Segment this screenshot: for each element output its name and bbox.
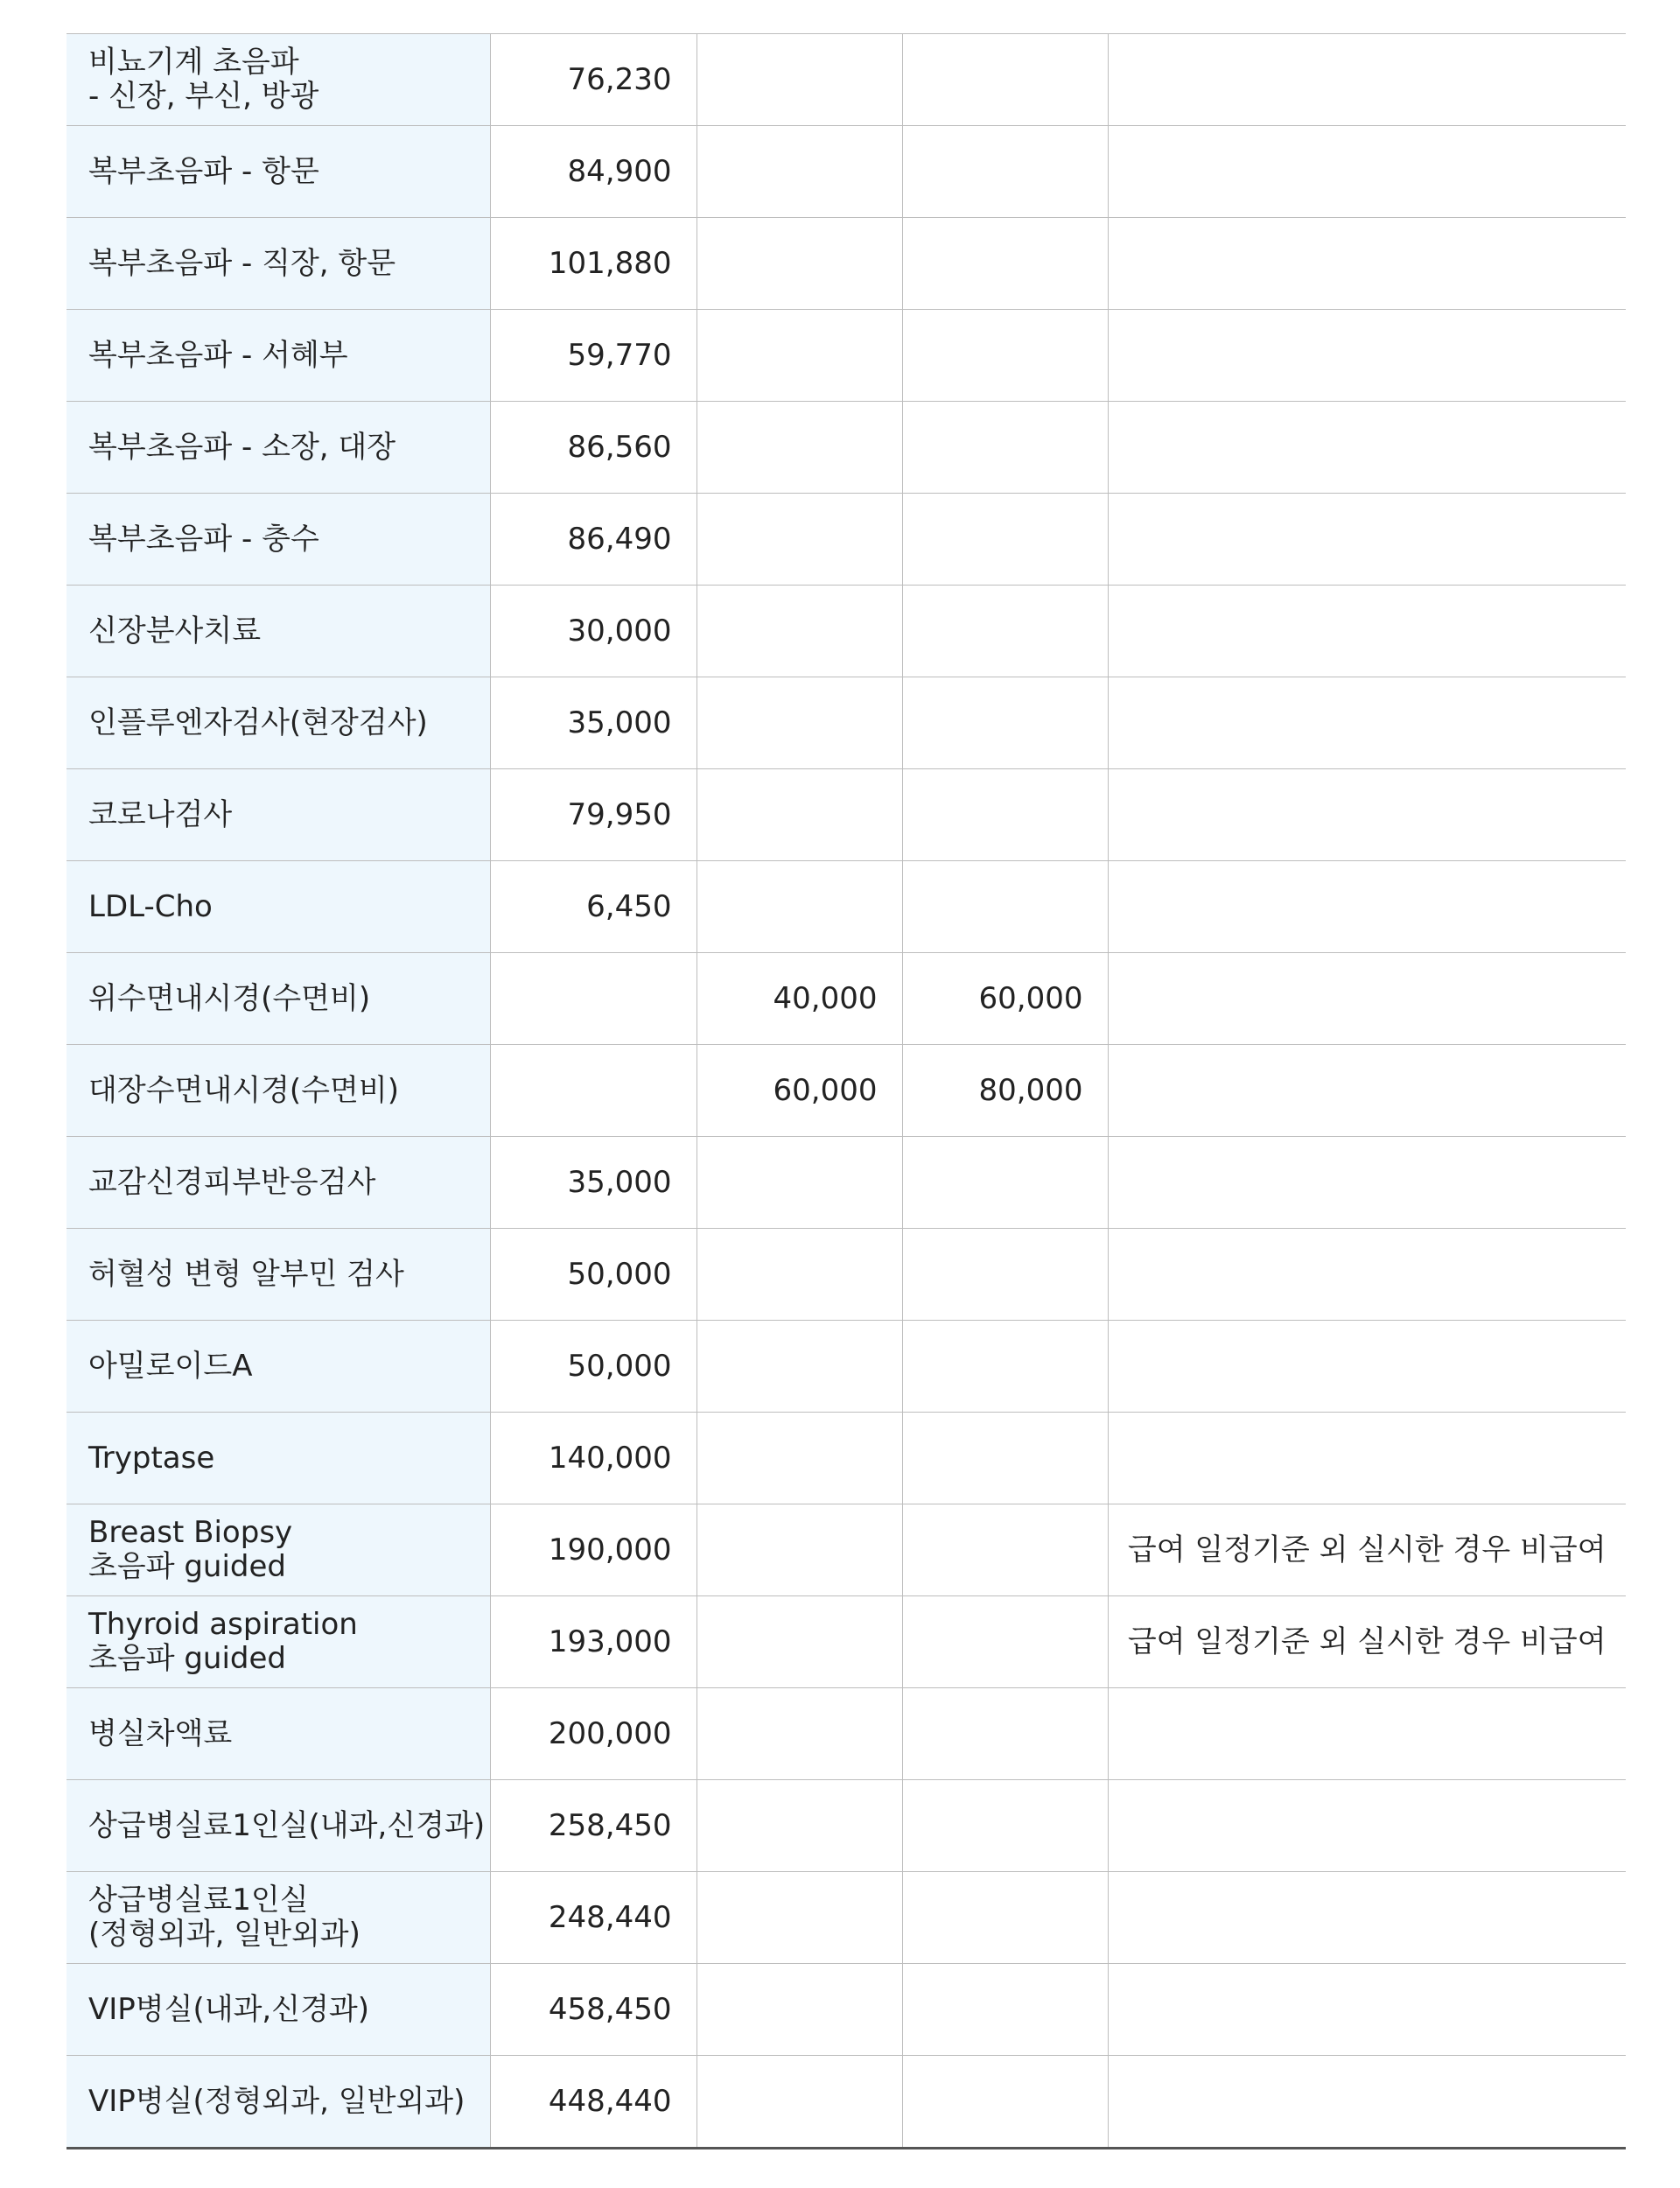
- note-cell: [1108, 402, 1626, 494]
- fee-cell-1: 59,770: [490, 310, 696, 402]
- fee-cell-1: 50,000: [490, 1321, 696, 1413]
- fee-cell-3: [902, 1229, 1108, 1321]
- fee-cell-3: [902, 861, 1108, 953]
- table-row: [66, 1321, 1626, 1413]
- table-row: [66, 310, 1626, 402]
- fee-cell-2: [696, 1964, 902, 2056]
- note-cell: [1108, 586, 1626, 677]
- item-name-cell: 복부초음파 - 직장, 항문: [66, 218, 490, 310]
- fee-cell-3: [902, 1137, 1108, 1229]
- fee-cell-1: 35,000: [490, 677, 696, 769]
- table-row: [66, 769, 1626, 861]
- item-name-cell: LDL-Cho: [66, 861, 490, 953]
- item-name-cell: 허혈성 변형 알부민 검사: [66, 1229, 490, 1321]
- fee-cell-2: [696, 34, 902, 126]
- fee-cell-2: [696, 1872, 902, 1964]
- note-cell: [1108, 1964, 1626, 2056]
- fee-cell-1: 50,000: [490, 1229, 696, 1321]
- fee-cell-3: [902, 677, 1108, 769]
- fee-cell-2: [696, 861, 902, 953]
- fee-cell-3: [902, 769, 1108, 861]
- item-name-cell: 복부초음파 - 항문: [66, 126, 490, 218]
- fee-cell-1: [490, 953, 696, 1045]
- table-row: [66, 586, 1626, 677]
- note-cell: [1108, 1688, 1626, 1780]
- fee-cell-1: 458,450: [490, 1964, 696, 2056]
- fee-cell-3: [902, 402, 1108, 494]
- note-cell: [1108, 34, 1626, 126]
- fee-cell-1: 101,880: [490, 218, 696, 310]
- fee-cell-1: 86,560: [490, 402, 696, 494]
- item-name-cell: 아밀로이드A: [66, 1321, 490, 1413]
- table-row: [66, 494, 1626, 586]
- item-name-cell: 상급병실료1인실(내과,신경과): [66, 1780, 490, 1872]
- fee-cell-1: 193,000: [490, 1596, 696, 1688]
- table-row: [66, 218, 1626, 310]
- fee-cell-3: [902, 1780, 1108, 1872]
- note-cell: [1108, 861, 1626, 953]
- item-name-cell: 인플루엔자검사(현장검사): [66, 677, 490, 769]
- fee-cell-3: [902, 126, 1108, 218]
- item-name-cell: VIP병실(내과,신경과): [66, 1964, 490, 2056]
- table-row: [66, 1688, 1626, 1780]
- fee-cell-3: [902, 586, 1108, 677]
- item-name-cell: 상급병실료1인실 (정형외과, 일반외과): [66, 1872, 490, 1964]
- note-cell: [1108, 310, 1626, 402]
- table-row: [66, 1872, 1626, 1964]
- fee-cell-2: [696, 1413, 902, 1504]
- table-row: [66, 1504, 1626, 1596]
- fee-table: [66, 33, 1626, 2149]
- fee-cell-2: [696, 2056, 902, 2149]
- fee-cell-1: 190,000: [490, 1504, 696, 1596]
- fee-cell-2: [696, 1137, 902, 1229]
- table-row: [66, 2056, 1626, 2149]
- fee-cell-2: [696, 126, 902, 218]
- fee-cell-1: 86,490: [490, 494, 696, 586]
- fee-cell-1: 248,440: [490, 1872, 696, 1964]
- item-name-cell: 복부초음파 - 서혜부: [66, 310, 490, 402]
- item-name-cell: 복부초음파 - 충수: [66, 494, 490, 586]
- fee-cell-2: [696, 677, 902, 769]
- item-name-cell: 대장수면내시경(수면비): [66, 1045, 490, 1137]
- table-row: [66, 953, 1626, 1045]
- fee-cell-3: 80,000: [902, 1045, 1108, 1137]
- item-name-cell: 병실차액료: [66, 1688, 490, 1780]
- table-row: [66, 1780, 1626, 1872]
- fee-cell-2: [696, 586, 902, 677]
- item-name-cell: 복부초음파 - 소장, 대장: [66, 402, 490, 494]
- note-cell: [1108, 1137, 1626, 1229]
- item-name-cell: 코로나검사: [66, 769, 490, 861]
- note-cell: [1108, 953, 1626, 1045]
- fee-cell-3: [902, 1688, 1108, 1780]
- note-cell: [1108, 1045, 1626, 1137]
- table-row: [66, 677, 1626, 769]
- fee-cell-1: 200,000: [490, 1688, 696, 1780]
- fee-cell-2: [696, 310, 902, 402]
- fee-cell-2: 60,000: [696, 1045, 902, 1137]
- item-name-cell: 비뇨기계 초음파 - 신장, 부신, 방광: [66, 34, 490, 126]
- fee-cell-1: 30,000: [490, 586, 696, 677]
- fee-cell-2: [696, 1596, 902, 1688]
- note-cell: [1108, 218, 1626, 310]
- table-row: [66, 34, 1626, 126]
- fee-cell-2: [696, 494, 902, 586]
- fee-cell-3: [902, 1321, 1108, 1413]
- fee-table-body: [66, 34, 1626, 2149]
- note-cell: [1108, 1413, 1626, 1504]
- note-cell: [1108, 2056, 1626, 2149]
- item-name-cell: Tryptase: [66, 1413, 490, 1504]
- fee-cell-3: [902, 1964, 1108, 2056]
- fee-cell-2: [696, 1321, 902, 1413]
- table-row: [66, 402, 1626, 494]
- fee-cell-1: 448,440: [490, 2056, 696, 2149]
- fee-cell-2: [696, 402, 902, 494]
- fee-cell-3: [902, 34, 1108, 126]
- table-row: [66, 1964, 1626, 2056]
- fee-cell-3: [902, 1504, 1108, 1596]
- table-row: [66, 1137, 1626, 1229]
- item-name-cell: VIP병실(정형외과, 일반외과): [66, 2056, 490, 2149]
- fee-cell-3: [902, 1413, 1108, 1504]
- note-cell: [1108, 126, 1626, 218]
- fee-cell-3: [902, 1872, 1108, 1964]
- fee-cell-2: [696, 1780, 902, 1872]
- fee-cell-1: 258,450: [490, 1780, 696, 1872]
- table-row: [66, 126, 1626, 218]
- fee-cell-1: 79,950: [490, 769, 696, 861]
- note-cell: [1108, 769, 1626, 861]
- table-row: [66, 1045, 1626, 1137]
- note-cell: [1108, 1780, 1626, 1872]
- fee-cell-1: 76,230: [490, 34, 696, 126]
- table-row: [66, 1413, 1626, 1504]
- fee-cell-3: [902, 1596, 1108, 1688]
- note-cell: 급여 일정기준 외 실시한 경우 비급여: [1108, 1596, 1626, 1688]
- note-cell: [1108, 1229, 1626, 1321]
- fee-cell-3: [902, 494, 1108, 586]
- table-row: [66, 1596, 1626, 1688]
- note-cell: [1108, 494, 1626, 586]
- fee-cell-2: 40,000: [696, 953, 902, 1045]
- fee-cell-1: 140,000: [490, 1413, 696, 1504]
- fee-cell-1: 6,450: [490, 861, 696, 953]
- fee-cell-3: [902, 310, 1108, 402]
- item-name-cell: 신장분사치료: [66, 586, 490, 677]
- note-cell: [1108, 1321, 1626, 1413]
- item-name-cell: 위수면내시경(수면비): [66, 953, 490, 1045]
- note-cell: 급여 일정기준 외 실시한 경우 비급여: [1108, 1504, 1626, 1596]
- fee-cell-2: [696, 218, 902, 310]
- fee-cell-2: [696, 1229, 902, 1321]
- note-cell: [1108, 1872, 1626, 1964]
- fee-cell-1: [490, 1045, 696, 1137]
- note-cell: [1108, 677, 1626, 769]
- item-name-cell: 교감신경피부반응검사: [66, 1137, 490, 1229]
- item-name-cell: Breast Biopsy 초음파 guided: [66, 1504, 490, 1596]
- fee-cell-2: [696, 1504, 902, 1596]
- fee-cell-3: [902, 2056, 1108, 2149]
- fee-cell-2: [696, 769, 902, 861]
- fee-cell-3: [902, 218, 1108, 310]
- item-name-cell: Thyroid aspiration 초음파 guided: [66, 1596, 490, 1688]
- table-row: [66, 861, 1626, 953]
- fee-cell-2: [696, 1688, 902, 1780]
- fee-cell-1: 35,000: [490, 1137, 696, 1229]
- fee-cell-1: 84,900: [490, 126, 696, 218]
- fee-cell-3: 60,000: [902, 953, 1108, 1045]
- table-row: [66, 1229, 1626, 1321]
